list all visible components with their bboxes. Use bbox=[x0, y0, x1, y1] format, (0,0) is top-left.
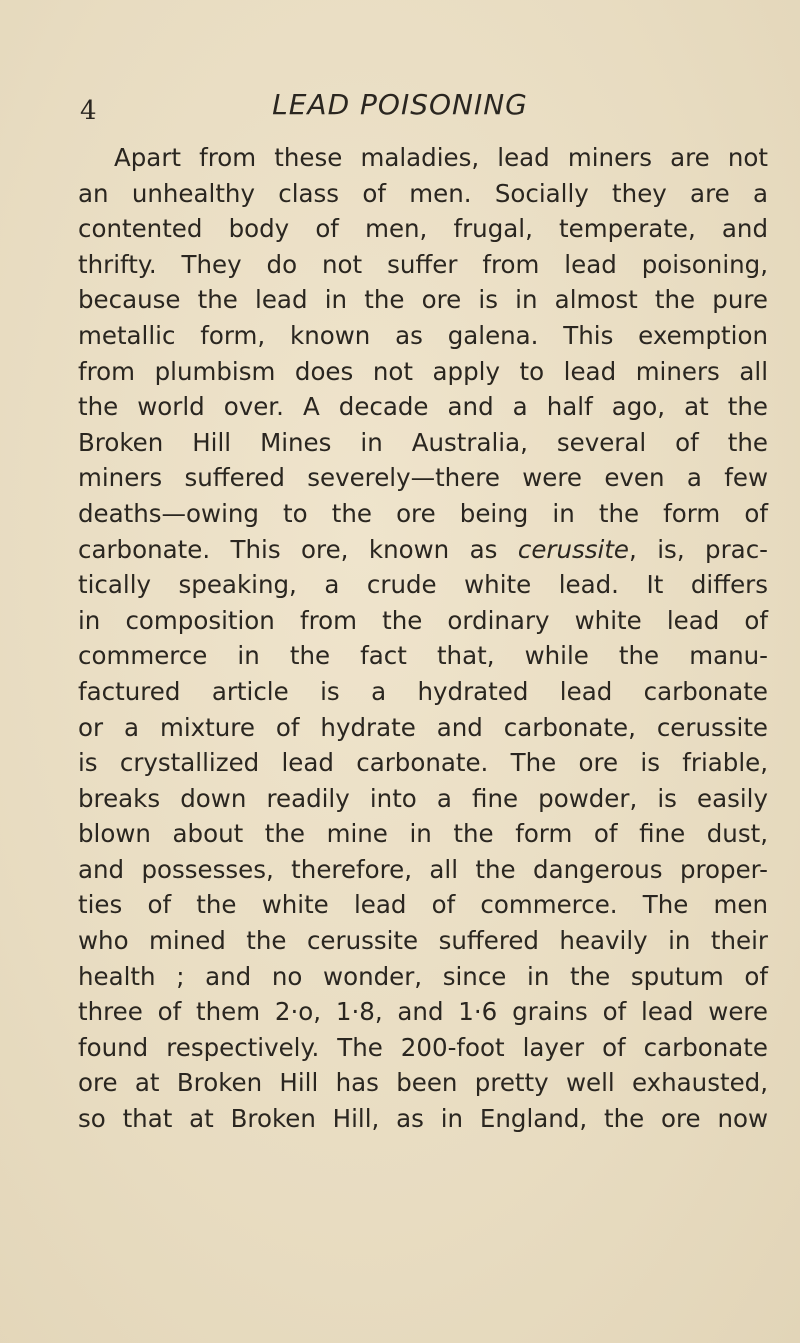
text-run: , is, prac- bbox=[629, 534, 768, 564]
text-line: or a mixture of hydrate and carbonate, cerussite bbox=[78, 712, 768, 742]
text-line: found respectively. The 200-foot layer of carbonate bbox=[78, 1032, 768, 1062]
text-line: deaths—owing to the ore being in the form of bbox=[78, 498, 768, 528]
text-line: in composition from the ordinary white lead of bbox=[78, 605, 768, 635]
text-run: carbonate. This ore, known as bbox=[78, 534, 498, 564]
text-line: health ; and no wonder, since in the sputum of bbox=[78, 961, 768, 991]
body-paragraph bbox=[78, 140, 768, 1137]
text-line: who mined the cerussite suffered heavily in their bbox=[78, 926, 768, 956]
text-line: the world over. A decade and a half ago, at the bbox=[78, 392, 768, 422]
text-line: breaks down readily into a fine powder, is easily bbox=[78, 783, 768, 813]
text-line: so that at Broken Hill, as in England, the ore now bbox=[78, 1104, 768, 1134]
text-line: ties of the white lead of commerce. The men bbox=[78, 890, 768, 920]
page-number: 4 bbox=[80, 96, 97, 126]
text-line: Apart from these maladies, lead miners are not bbox=[114, 143, 768, 172]
text-line: is crystallized lead carbonate. The ore is friable, bbox=[78, 748, 768, 778]
text-line: contented body of men, frugal, temperate, and bbox=[78, 214, 768, 244]
text-line: blown about the mine in the form of fine dust, bbox=[78, 819, 768, 849]
text-line: thrifty. They do not suffer from lead poisoning, bbox=[78, 249, 768, 279]
text-line: from plumbism does not apply to lead miners all bbox=[78, 356, 768, 386]
text-line: and possesses, therefore, all the dangerous proper- bbox=[78, 854, 768, 884]
text-line: an unhealthy class of men. Socially they are a bbox=[78, 178, 768, 208]
text-line: three of them 2·o, 1·8, and 1·6 grains of lead were bbox=[78, 997, 768, 1027]
italic-term: cerussite bbox=[517, 534, 630, 564]
text-line: miners suffered severely—there were even a few bbox=[78, 463, 768, 493]
text-line: commerce in the fact that, while the manu- bbox=[78, 641, 768, 671]
text-line: tically speaking, a crude white lead. It differs bbox=[78, 570, 768, 600]
text-line: ore at Broken Hill has been pretty well exhausted, bbox=[78, 1068, 768, 1098]
text-line: because the lead in the ore is in almost the pure bbox=[78, 285, 768, 315]
text-line: factured article is a hydrated lead carbonate bbox=[78, 676, 768, 706]
text-line: metallic form, known as galena. This exemption bbox=[78, 320, 768, 350]
text-line: Broken Hill Mines in Australia, several of the bbox=[78, 427, 768, 457]
text-line-mixed bbox=[78, 532, 768, 568]
running-title: LEAD POISONING bbox=[272, 88, 528, 121]
